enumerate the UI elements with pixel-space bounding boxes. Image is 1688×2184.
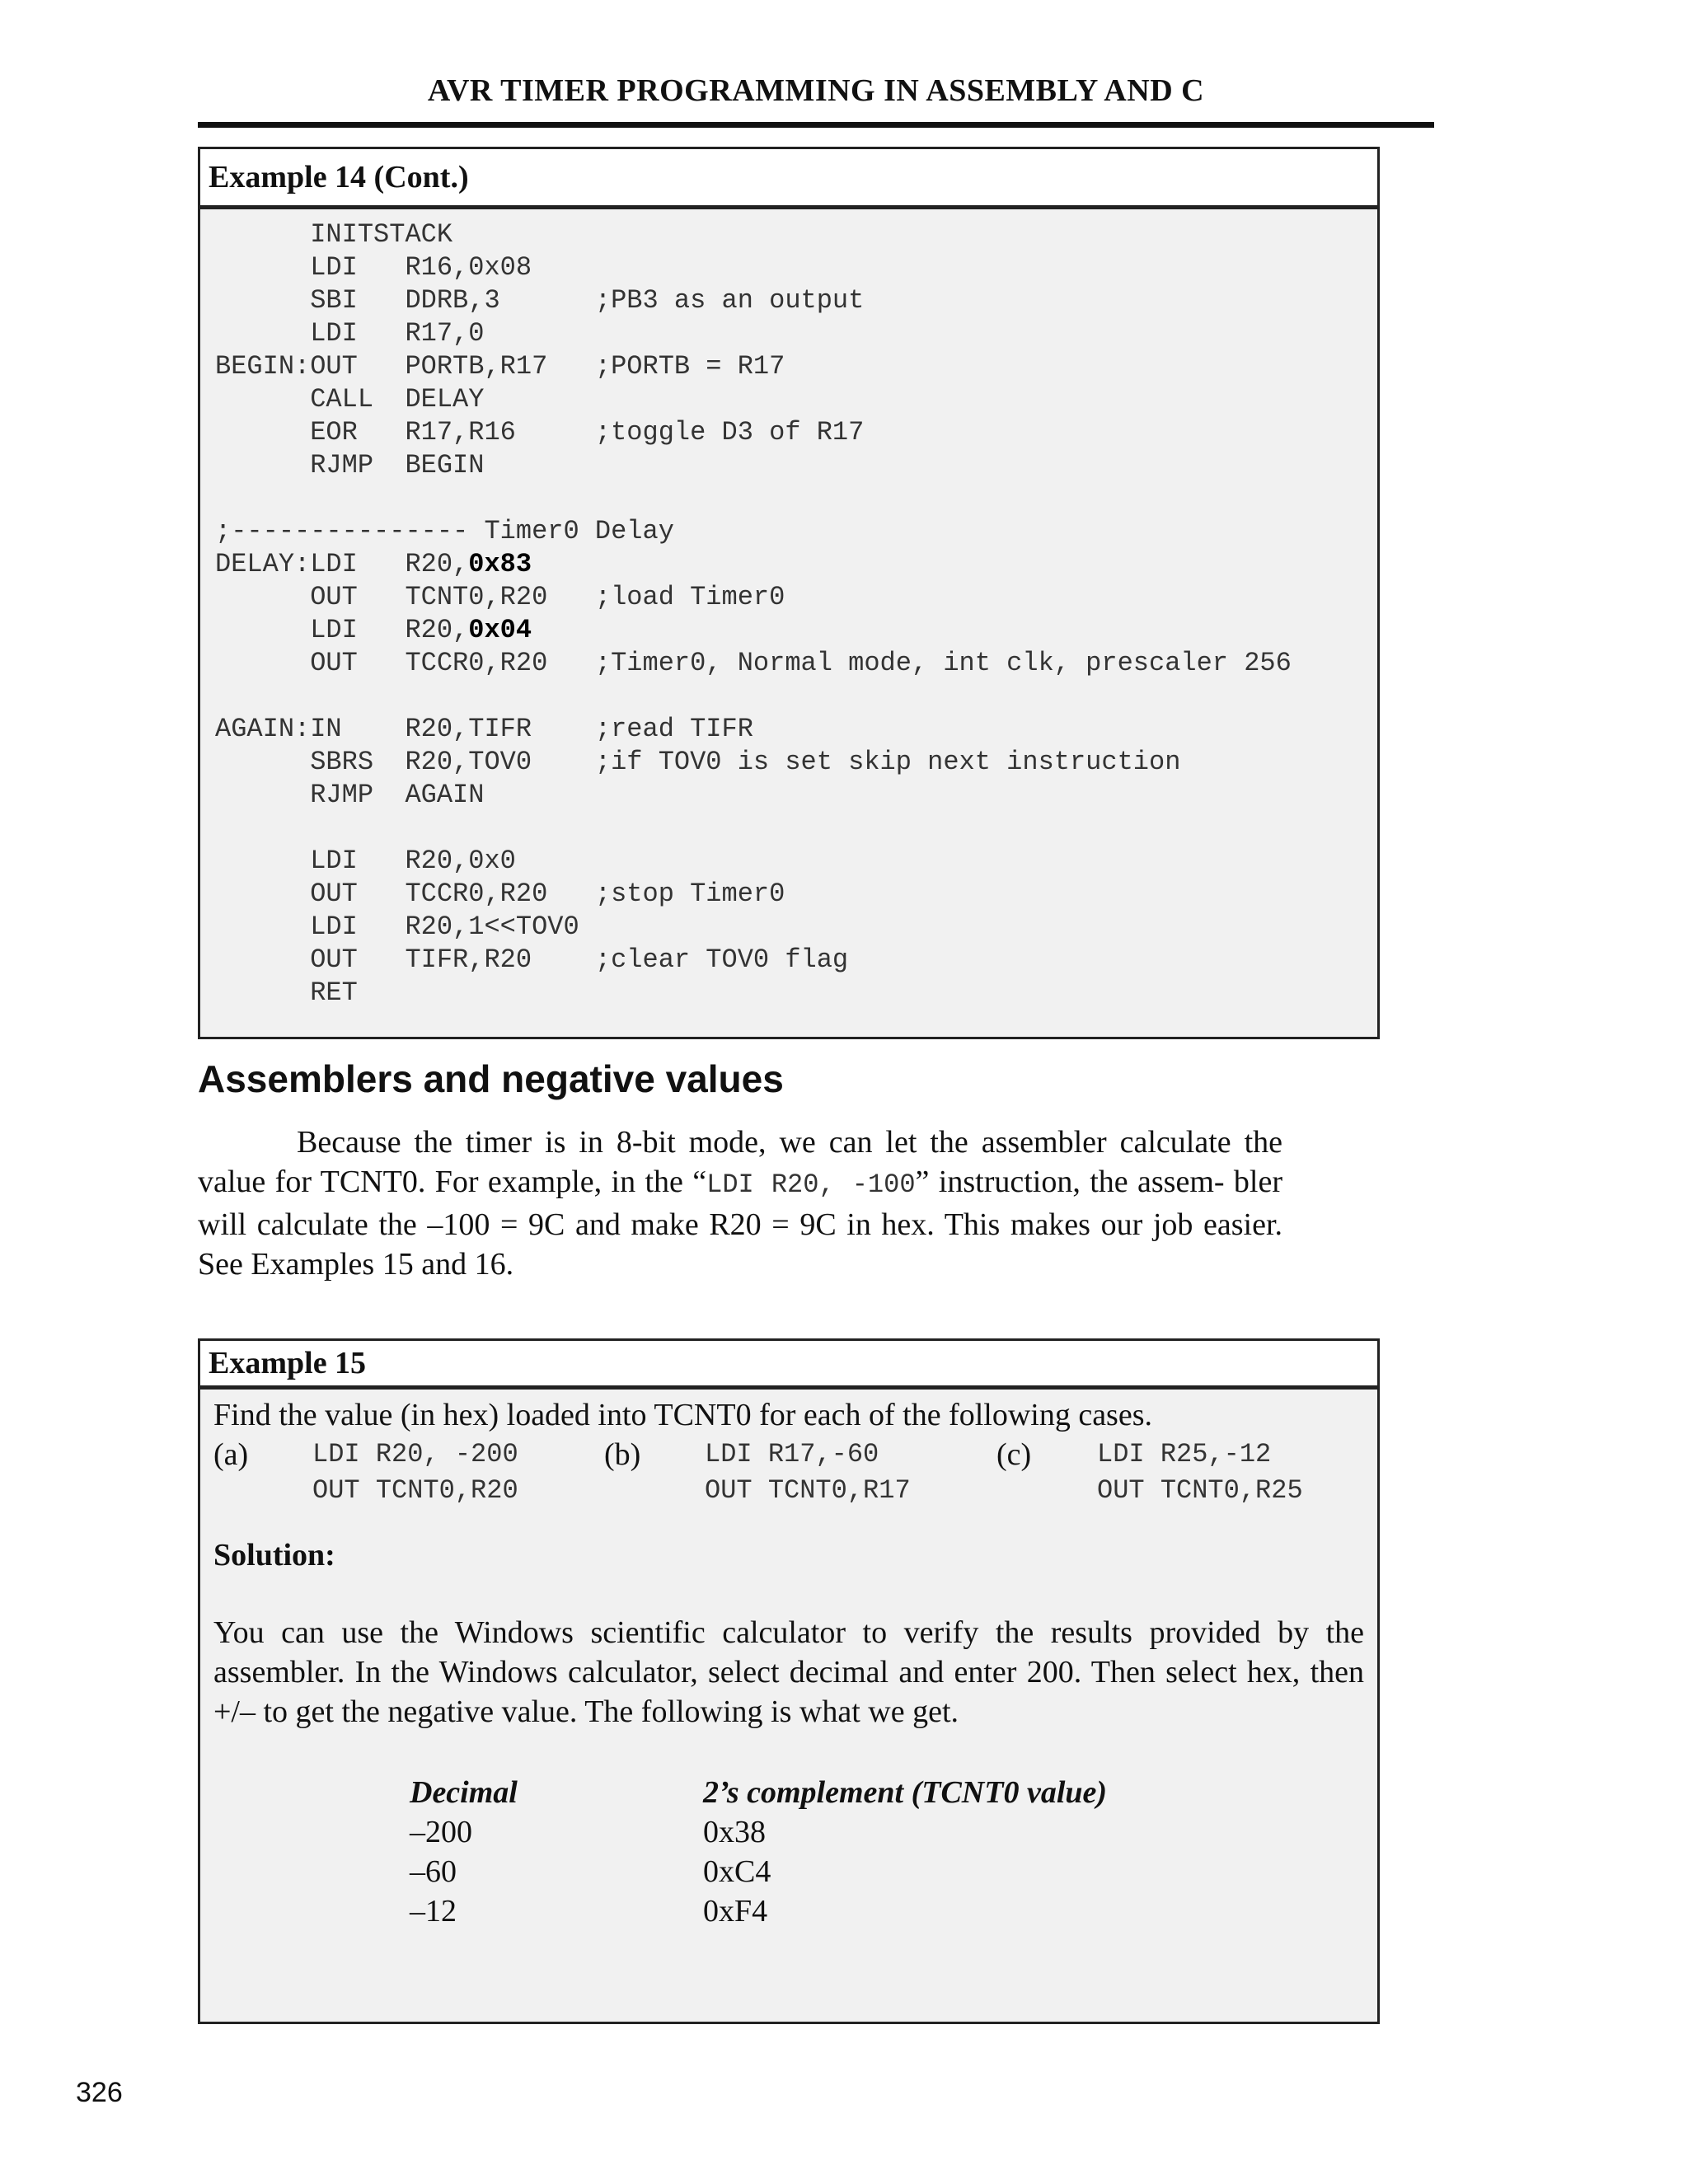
example-15-box (198, 1338, 1380, 2024)
twos-complement-column (703, 1773, 1107, 1931)
body-paragraph (198, 1122, 1282, 1284)
code-bold-value: 0x83 (468, 549, 532, 579)
solution-text: You can use the Windows scientific calculator to verify the results provided by the assembler. In the Windows calculator, select decimal and enter 200. Then select hex, then +/– to get the negative value. The following is what we get. (213, 1615, 1364, 1729)
code-line: RJMP BEGIN (215, 450, 485, 480)
code-line: LDI R20,0x0 (215, 846, 516, 876)
page-number: 326 (76, 2077, 123, 2108)
code-line: LDI R16,0x08 (215, 252, 532, 283)
code-line: AGAIN:IN R20,TIFR ;read TIFR (215, 714, 753, 744)
code-line: LDI R20, (215, 615, 469, 645)
running-head: AVR TIMER PROGRAMMING IN ASSEMBLY AND C (427, 73, 1205, 108)
code-line: OUT TCCR0,R20 ;stop Timer0 (215, 879, 785, 909)
code-line: EOR R17,R16 ;toggle D3 of R17 (215, 417, 865, 448)
case-a-label: (a) (213, 1437, 249, 1472)
code-line: OUT TIFR,R20 ;clear TOV0 flag (215, 944, 849, 975)
code-line: LDI R17,0 (215, 318, 485, 349)
table-cell: 0xF4 (703, 1894, 768, 1929)
code-line: DELAY:LDI R20, (215, 549, 469, 579)
code-line: SBRS R20,TOV0 ;if TOV0 is set skip next instruction (215, 747, 1181, 777)
example-14-box (198, 147, 1380, 1039)
inline-code: LDI R20, -100 (706, 1169, 916, 1200)
code-line: RET (215, 977, 358, 1008)
code-bold-value: 0x04 (468, 615, 532, 645)
case-c-code: LDI R25,-12 OUT TCNT0,R25 (1097, 1439, 1303, 1506)
table-cell: 0xC4 (703, 1854, 771, 1889)
table-cell: –60 (410, 1854, 457, 1889)
paragraph-text: ” instruction, the assem- bler will calculate the –100 = 9C and make R20 = 9C in hex. This makes our job easier. See Examples 15 and 16. (198, 1165, 1282, 1282)
code-line: OUT TCNT0,R20 ;load Timer0 (215, 582, 785, 612)
decimal-column (410, 1773, 518, 1931)
case-a-code: LDI R20, -200 OUT TCNT0,R20 (312, 1439, 518, 1506)
example-14-title: Example 14 (Cont.) (200, 149, 1377, 209)
code-line: BEGIN:OUT PORTB,R17 ;PORTB = R17 (215, 351, 785, 382)
example-14-code (215, 218, 1292, 1010)
example-15-prompt: Find the value (in hex) loaded into TCNT0 for each of the following cases. (213, 1398, 1152, 1432)
table-header: Decimal (410, 1775, 518, 1810)
paragraph-text: Because the timer is in 8-bit mode, we can let the assembler calculate the value for TCNT0. For example, in the “ (198, 1125, 1282, 1199)
code-line: SBI DDRB,3 ;PB3 as an output (215, 285, 865, 316)
example-15-title: Example 15 (200, 1341, 1377, 1390)
table-cell: –12 (410, 1894, 457, 1929)
case-b-code: LDI R17,-60 OUT TCNT0,R17 (705, 1439, 911, 1506)
solution-label: Solution: (213, 1538, 335, 1572)
table-header: 2’s complement (TCNT0 value) (703, 1775, 1108, 1810)
code-line: RJMP AGAIN (215, 780, 485, 810)
running-head-rule (198, 122, 1434, 128)
code-line: LDI R20,1<<TOV0 (215, 912, 579, 942)
code-line: CALL DELAY (215, 384, 485, 415)
code-line: INITSTACK (215, 219, 453, 250)
table-cell: –200 (410, 1815, 472, 1849)
case-c-label: (c) (996, 1437, 1032, 1472)
section-heading: Assemblers and negative values (198, 1057, 784, 1100)
case-b-label: (b) (604, 1437, 641, 1472)
code-line: ;--------------- Timer0 Delay (215, 516, 674, 546)
code-line: OUT TCCR0,R20 ;Timer0, Normal mode, int clk, prescaler 256 (215, 648, 1292, 678)
table-cell: 0x38 (703, 1815, 766, 1849)
